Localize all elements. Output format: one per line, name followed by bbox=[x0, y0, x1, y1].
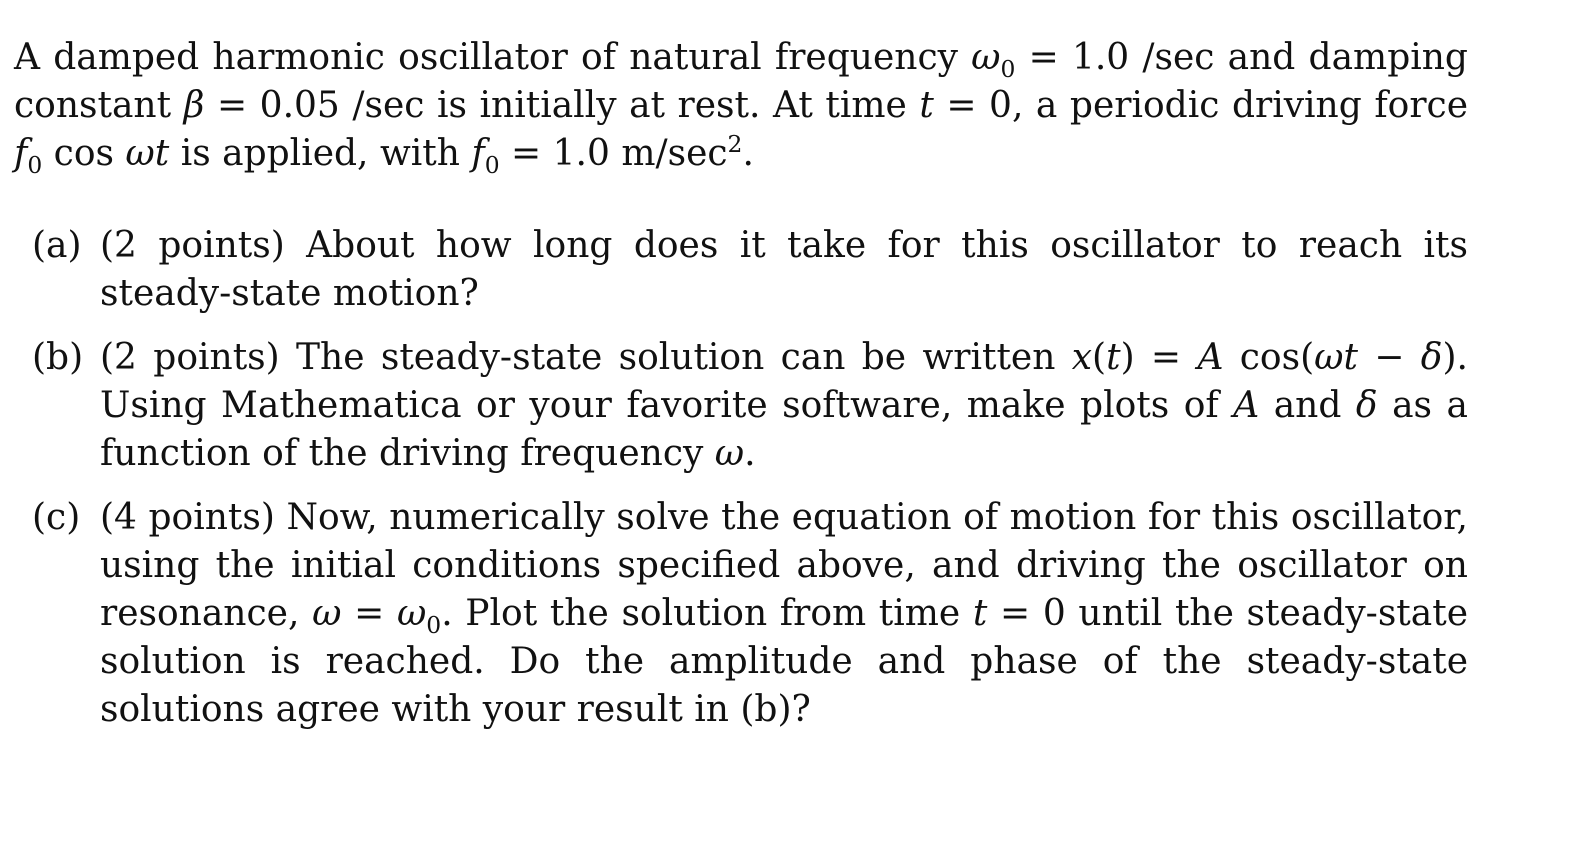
omega-symbol: ω bbox=[971, 37, 1001, 78]
t-symbol: t bbox=[919, 85, 934, 126]
part-text: . Plot the solution from time bbox=[441, 593, 973, 634]
intro-text: = 1.0 /sec and damping constant bbox=[14, 37, 1468, 126]
amplitude-symbol: A bbox=[1197, 337, 1224, 378]
part-label: (b) bbox=[32, 337, 84, 378]
f-symbol: f bbox=[14, 133, 28, 174]
intro-text: cos bbox=[42, 133, 126, 174]
beta-symbol: β bbox=[183, 85, 205, 126]
intro-text: = 0.05 /sec is initially at rest. At time bbox=[204, 85, 920, 126]
part-label: (a) bbox=[32, 225, 82, 266]
amplitude-symbol: A bbox=[1233, 385, 1260, 426]
part-label: (c) bbox=[32, 497, 81, 538]
subscript: 0 bbox=[426, 611, 442, 640]
part-text: (2 points) About how long does it take for this oscillator to reach its steady-state motion? bbox=[100, 225, 1468, 314]
part-text: ) = bbox=[1120, 337, 1198, 378]
omega-symbol: ω bbox=[714, 433, 745, 474]
omega-symbol: ω bbox=[312, 593, 342, 634]
delta-symbol: δ bbox=[1355, 385, 1378, 426]
t-symbol: t bbox=[1106, 337, 1121, 378]
t-symbol: t bbox=[972, 593, 988, 634]
part-text: (2 points) The steady-state solution can be written bbox=[100, 337, 1072, 378]
part-text: cos( bbox=[1223, 337, 1315, 378]
intro-text: is applied, with bbox=[169, 133, 472, 174]
omega-t-symbol: ωt bbox=[1314, 337, 1358, 378]
part-text: and bbox=[1259, 385, 1356, 426]
subscript: 0 bbox=[1000, 55, 1016, 84]
problem-intro bbox=[14, 34, 1468, 178]
superscript: 2 bbox=[727, 130, 743, 158]
part-text: . bbox=[744, 433, 756, 474]
intro-text: = 1.0 m/sec bbox=[499, 133, 728, 174]
omega-symbol: ω bbox=[396, 593, 427, 634]
part-b bbox=[14, 334, 1468, 478]
delta-symbol: δ bbox=[1420, 337, 1443, 378]
part-c bbox=[14, 494, 1468, 734]
part-text: ( bbox=[1092, 337, 1107, 378]
part-a bbox=[14, 222, 1468, 318]
part-text: as a function of the driving frequency bbox=[100, 385, 1468, 474]
intro-text: . bbox=[742, 133, 754, 174]
intro-text: A damped harmonic oscillator of natural frequency bbox=[14, 37, 972, 78]
subscript: 0 bbox=[27, 151, 43, 180]
part-text: = 0 until the steady-state solution is reached. Do the amplitude and phase of the steady-state solutions agree with your result in (b)? bbox=[100, 593, 1468, 730]
intro-text: = 0, a periodic driving force bbox=[933, 85, 1469, 126]
part-text: = bbox=[341, 593, 397, 634]
problem-parts bbox=[14, 222, 1468, 734]
f-symbol: f bbox=[471, 133, 485, 174]
part-text: ). Using Mathematica or your favorite software, make plots of bbox=[100, 337, 1468, 426]
problem-page bbox=[14, 34, 1468, 750]
omega-t-symbol: ωt bbox=[125, 133, 170, 174]
subscript: 0 bbox=[484, 151, 500, 180]
x-symbol: x bbox=[1071, 337, 1093, 378]
part-text: (4 points) Now, numerically solve the equation of motion for this oscillator, using the initial conditions specified above, and driving the oscillator on resonance, bbox=[100, 497, 1468, 634]
part-text: − bbox=[1357, 337, 1421, 378]
